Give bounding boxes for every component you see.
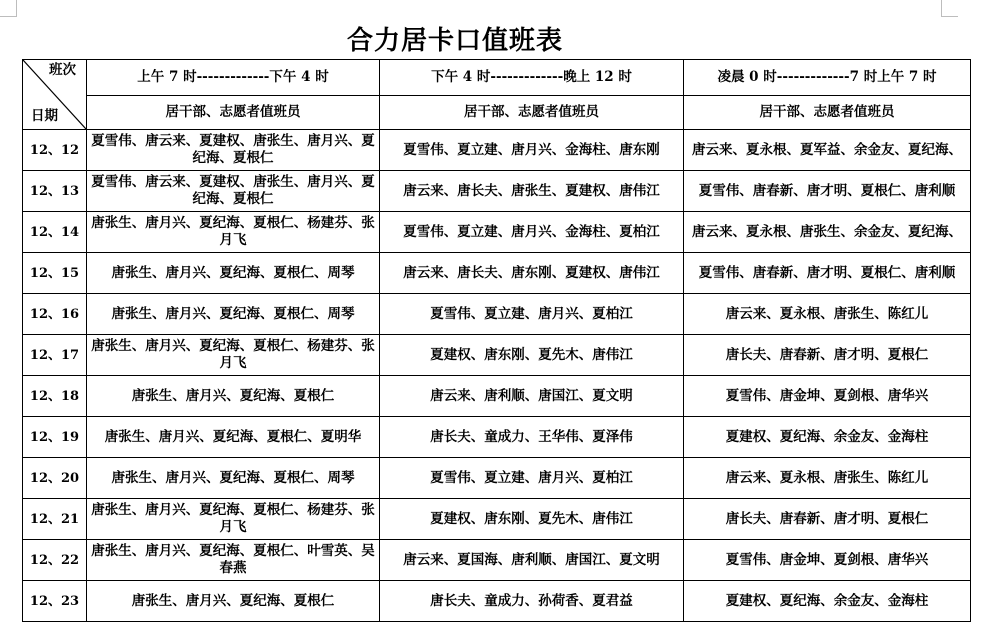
shift-2-duty-cell: 夏建权、唐东刚、夏先木、唐伟江 <box>380 335 684 376</box>
date-cell: 12、23 <box>23 581 87 622</box>
shift-3-duty-cell: 夏雪伟、唐金坤、夏剑根、唐华兴 <box>684 376 971 417</box>
shift-2-duty-cell: 夏雪伟、夏立建、唐月兴、金海柱、唐东刚 <box>380 130 684 171</box>
header-row-staff <box>23 96 971 130</box>
shift-2-staff-header: 居干部、志愿者值班员 <box>380 96 684 130</box>
shift-1-duty-cell: 唐张生、唐月兴、夏纪海、夏根仁、夏明华 <box>87 417 380 458</box>
shift-3-duty-cell: 唐长夫、唐春新、唐才明、夏根仁 <box>684 499 971 540</box>
table-row <box>23 171 971 212</box>
shift-1-duty-cell: 唐张生、唐月兴、夏纪海、夏根仁 <box>87 581 380 622</box>
duty-roster-table <box>22 59 971 622</box>
shift-2-duty-cell: 夏雪伟、夏立建、唐月兴、夏柏江 <box>380 458 684 499</box>
shift-3-duty-cell: 夏建权、夏纪海、余金友、金海柱 <box>684 417 971 458</box>
date-cell: 12、20 <box>23 458 87 499</box>
date-cell: 12、15 <box>23 253 87 294</box>
date-cell: 12、19 <box>23 417 87 458</box>
date-cell: 12、22 <box>23 540 87 581</box>
shift-1-duty-cell: 唐张生、唐月兴、夏纪海、夏根仁、叶雪英、吴春燕 <box>87 540 380 581</box>
date-cell: 12、16 <box>23 294 87 335</box>
shift-1-duty-cell: 唐张生、唐月兴、夏纪海、夏根仁、周琴 <box>87 253 380 294</box>
table-row <box>23 417 971 458</box>
shift-2-duty-cell: 夏雪伟、夏立建、唐月兴、金海柱、夏柏江 <box>380 212 684 253</box>
table-row <box>23 499 971 540</box>
table-row <box>23 212 971 253</box>
shift-3-duty-cell: 唐云来、夏永根、唐张生、余金友、夏纪海、 <box>684 212 971 253</box>
shift-axis-label: 班次 <box>49 62 76 78</box>
table-row <box>23 540 971 581</box>
shift-3-duty-cell: 唐云来、夏永根、夏军益、余金友、夏纪海、 <box>684 130 971 171</box>
table-row <box>23 335 971 376</box>
date-axis-label: 日期 <box>31 108 58 124</box>
shift-2-duty-cell: 唐云来、唐利顺、唐国江、夏文明 <box>380 376 684 417</box>
shift-1-duty-cell: 唐张生、唐月兴、夏纪海、夏根仁、杨建芬、张月飞 <box>87 212 380 253</box>
shift-1-duty-cell: 唐张生、唐月兴、夏纪海、夏根仁、周琴 <box>87 294 380 335</box>
shift-1-time-header: 上午 7 时-------------下午 4 时 <box>87 60 380 96</box>
corner-header-cell <box>23 60 87 130</box>
date-cell: 12、17 <box>23 335 87 376</box>
shift-1-duty-cell: 唐张生、唐月兴、夏纪海、夏根仁、杨建芬、张月飞 <box>87 499 380 540</box>
shift-2-duty-cell: 唐长夫、童成力、王华伟、夏泽伟 <box>380 417 684 458</box>
shift-3-duty-cell: 夏雪伟、唐春新、唐才明、夏根仁、唐利顺 <box>684 171 971 212</box>
header-row-time <box>23 60 971 96</box>
shift-3-duty-cell: 唐云来、夏永根、唐张生、陈红儿 <box>684 458 971 499</box>
shift-2-duty-cell: 唐长夫、童成力、孙荷香、夏君益 <box>380 581 684 622</box>
table-row <box>23 376 971 417</box>
shift-3-staff-header: 居干部、志愿者值班员 <box>684 96 971 130</box>
shift-2-duty-cell: 唐云来、唐长夫、唐张生、夏建权、唐伟江 <box>380 171 684 212</box>
shift-3-duty-cell: 唐长夫、唐春新、唐才明、夏根仁 <box>684 335 971 376</box>
shift-3-duty-cell: 夏建权、夏纪海、余金友、金海柱 <box>684 581 971 622</box>
shift-1-duty-cell: 夏雪伟、唐云来、夏建权、唐张生、唐月兴、夏纪海、夏根仁 <box>87 171 380 212</box>
date-cell: 12、21 <box>23 499 87 540</box>
page-corner-mark-right <box>941 0 958 17</box>
document-title: 合力居卡口值班表 <box>346 26 563 56</box>
page-corner-mark-left <box>0 0 17 17</box>
shift-1-staff-header: 居干部、志愿者值班员 <box>87 96 380 130</box>
shift-2-time-header: 下午 4 时-------------晚上 12 时 <box>380 60 684 96</box>
shift-1-duty-cell: 夏雪伟、唐云来、夏建权、唐张生、唐月兴、夏纪海、夏根仁 <box>87 130 380 171</box>
shift-3-duty-cell: 夏雪伟、唐金坤、夏剑根、唐华兴 <box>684 540 971 581</box>
table-row <box>23 294 971 335</box>
date-cell: 12、12 <box>23 130 87 171</box>
date-cell: 12、14 <box>23 212 87 253</box>
table-row <box>23 253 971 294</box>
table-row <box>23 581 971 622</box>
shift-1-duty-cell: 唐张生、唐月兴、夏纪海、夏根仁 <box>87 376 380 417</box>
shift-1-duty-cell: 唐张生、唐月兴、夏纪海、夏根仁、杨建芬、张月飞 <box>87 335 380 376</box>
shift-3-duty-cell: 唐云来、夏永根、唐张生、陈红儿 <box>684 294 971 335</box>
date-cell: 12、13 <box>23 171 87 212</box>
shift-1-duty-cell: 唐张生、唐月兴、夏纪海、夏根仁、周琴 <box>87 458 380 499</box>
shift-3-time-header: 凌晨 0 时-------------7 时上午 7 时 <box>684 60 971 96</box>
table-row <box>23 130 971 171</box>
date-cell: 12、18 <box>23 376 87 417</box>
shift-2-duty-cell: 夏建权、唐东刚、夏先木、唐伟江 <box>380 499 684 540</box>
shift-3-duty-cell: 夏雪伟、唐春新、唐才明、夏根仁、唐利顺 <box>684 253 971 294</box>
shift-2-duty-cell: 唐云来、唐长夫、唐东刚、夏建权、唐伟江 <box>380 253 684 294</box>
shift-2-duty-cell: 唐云来、夏国海、唐利顺、唐国江、夏文明 <box>380 540 684 581</box>
shift-2-duty-cell: 夏雪伟、夏立建、唐月兴、夏柏江 <box>380 294 684 335</box>
table-row <box>23 458 971 499</box>
